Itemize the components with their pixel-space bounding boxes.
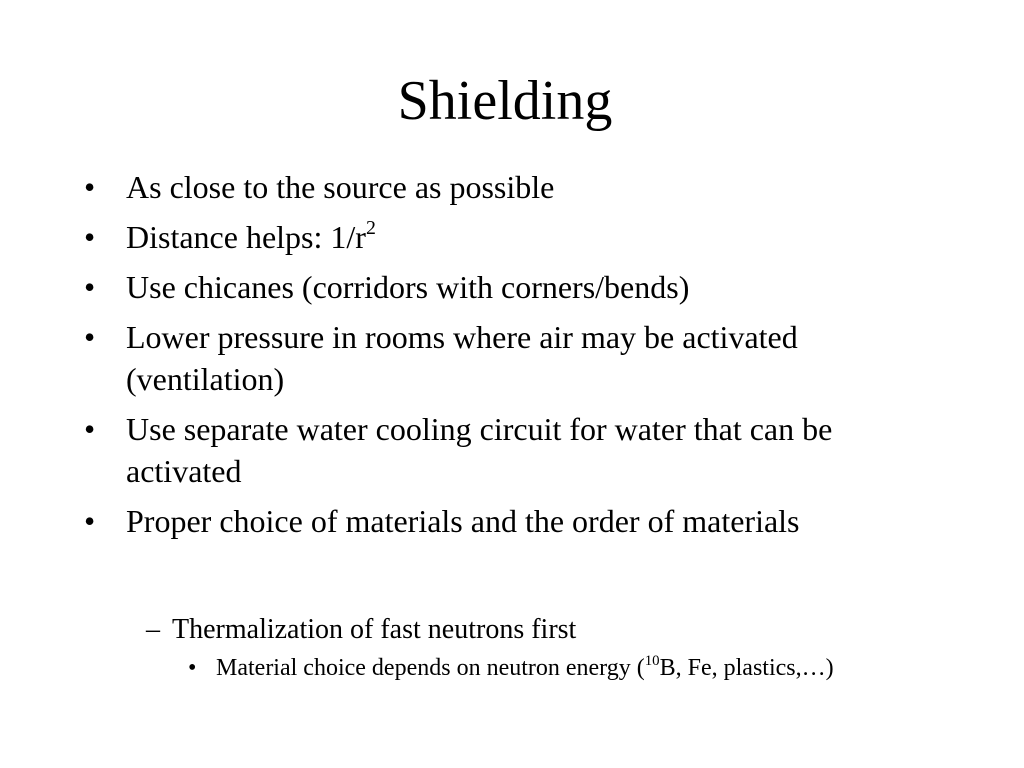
bullet-item bbox=[84, 266, 914, 308]
bullet-text: Use chicanes (corridors with corners/bends) bbox=[126, 269, 690, 305]
bullet-marker: • bbox=[84, 411, 96, 447]
sub-sub-bullet-marker: • bbox=[188, 655, 197, 681]
bullet-marker: • bbox=[84, 219, 96, 255]
sub-bullet-text: Thermalization of fast neutrons first bbox=[172, 614, 577, 645]
superscript: 2 bbox=[365, 217, 376, 240]
bullet-marker: • bbox=[84, 169, 96, 205]
bullet-item bbox=[84, 408, 914, 492]
bullet-marker: • bbox=[84, 503, 96, 539]
bullet-list bbox=[84, 166, 914, 544]
bullet-item bbox=[84, 166, 914, 208]
slide-title: Shielding bbox=[397, 70, 613, 132]
bullet-marker: • bbox=[84, 319, 96, 355]
sub-sub-bullet-text-after: B, Fe, plastics,…) bbox=[659, 655, 834, 681]
bullet-text: As close to the source as possible bbox=[126, 169, 555, 205]
superscript: 10 bbox=[644, 652, 660, 669]
bullet-marker: • bbox=[84, 269, 96, 305]
bullet-item bbox=[84, 216, 914, 258]
bullet-text: Use separate water cooling circuit for water that can be activated bbox=[126, 411, 833, 489]
bullet-text: Distance helps: 1/r bbox=[126, 219, 366, 255]
bullet-text: Proper choice of materials and the order of materials bbox=[126, 503, 800, 539]
sub-bullet-item bbox=[130, 612, 964, 648]
sub-bullet-marker: – bbox=[146, 614, 160, 645]
bullet-item bbox=[84, 500, 914, 542]
sub-bullet-list bbox=[84, 612, 964, 684]
sub-sub-bullet-text-before: Material choice depends on neutron energy ( bbox=[216, 655, 645, 681]
bullet-text: Lower pressure in rooms where air may be activated (ventilation) bbox=[126, 319, 798, 397]
bullet-item bbox=[84, 316, 914, 400]
sub-sub-bullet-item bbox=[172, 653, 836, 684]
